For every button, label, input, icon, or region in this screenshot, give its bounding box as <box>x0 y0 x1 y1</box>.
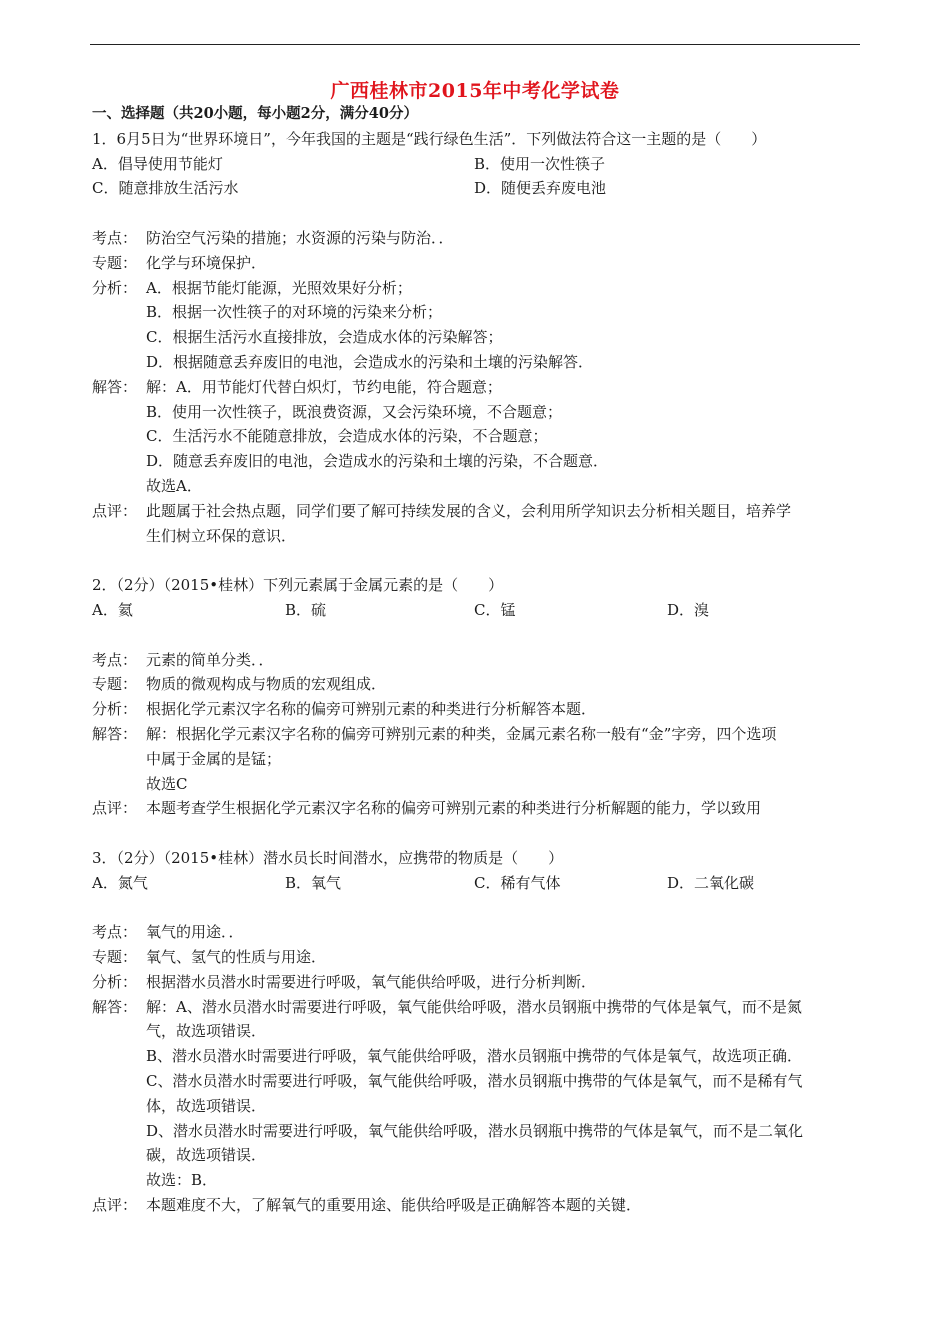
header-rule <box>90 44 860 45</box>
q1-zhuanti <box>92 251 862 276</box>
q1-jieda-line: D．随意丢弃废旧的电池，会造成水的污染和土壤的污染，不合题意． <box>146 452 609 471</box>
q2-option-b: B．硫 <box>285 600 327 619</box>
q1-options-row-2 <box>92 176 862 201</box>
q3-dianping <box>92 1193 862 1218</box>
q2-kaodian-text: 元素的简单分类．． <box>146 650 274 669</box>
q1-fenxi-line: D．根据随意丢弃废旧的电池，会造成水的污染和土壤的污染解答． <box>146 352 594 371</box>
q3-fenxi-text: 根据潜水员潜水时需要进行呼吸，氧气能供给呼吸，进行分析判断． <box>146 972 597 991</box>
jieda-label: 解答： <box>92 997 138 1016</box>
q1-option-a: A．倡导使用节能灯 <box>92 154 223 173</box>
q1-option-c: C．随意排放生活污水 <box>92 179 239 198</box>
q1-jieda-line: B．使用一次性筷子，既浪费资源，又会污染环境，不合题意； <box>146 402 563 421</box>
q3-option-a: A．氮气 <box>92 873 148 892</box>
q2-options-row <box>92 598 862 623</box>
section-heading: 一、选择题（共20小题，每小题2分，满分40分） <box>92 105 418 122</box>
q2-kaodian <box>92 648 862 673</box>
q1-jieda-line: 解：A．用节能灯代替白炽灯，节约电能，符合题意； <box>146 377 502 396</box>
q3-jieda-line: B、潜水员潜水时需要进行呼吸，氧气能供给呼吸，潜水员钢瓶中携带的气体是氧气，故选项正确． <box>146 1047 803 1066</box>
q2-fenxi <box>92 697 862 722</box>
q3-jieda-line: D、潜水员潜水时需要进行呼吸，氧气能供给呼吸，潜水员钢瓶中携带的气体是氧气，而不是二氧化 <box>146 1121 804 1140</box>
q2-jieda-line: 故选C <box>146 774 188 793</box>
q1-kaodian-text: 防治空气污染的措施；水资源的污染与防治．． <box>146 228 454 247</box>
q2-stem: 2．（2分）（2015•桂林）下列元素属于金属元素的是（ ） <box>92 576 504 595</box>
q3-jieda-line: 体，故选项错误． <box>146 1096 267 1115</box>
q2-jieda <box>92 722 862 747</box>
dianping-label: 点评： <box>92 799 138 818</box>
zhuanti-label: 专题： <box>92 253 138 272</box>
q1-fenxi-line: C．根据生活污水直接排放，会造成水体的污染解答； <box>146 328 503 347</box>
fenxi-label: 分析： <box>92 972 138 991</box>
q2-option-d: D．溴 <box>667 600 710 619</box>
q1-options-row-1 <box>92 152 862 177</box>
q3-option-b: B．氧气 <box>285 873 342 892</box>
q2-jieda-line: 中属于金属的是锰； <box>146 749 282 768</box>
q1-fenxi-line: A．根据节能灯能源，光照效果好分析； <box>146 278 412 297</box>
q1-jieda-line: 故选A． <box>146 476 202 495</box>
q1-jieda <box>92 375 862 400</box>
q3-jieda-line: 气，故选项错误． <box>146 1022 267 1041</box>
exam-content <box>92 102 862 1218</box>
q3-jieda-line: 解：A、潜水员潜水时需要进行呼吸，氧气能供给呼吸，潜水员钢瓶中携带的气体是氧气，而不是氮 <box>146 997 802 1016</box>
q2-zhuanti <box>92 672 862 697</box>
dianping-label: 点评： <box>92 501 138 520</box>
q2-option-a: A．氦 <box>92 600 133 619</box>
fenxi-label: 分析： <box>92 278 138 297</box>
q3-options-row <box>92 871 862 896</box>
q3-kaodian <box>92 920 862 945</box>
q1-fenxi <box>92 276 862 301</box>
q2-zhuanti-text: 物质的微观构成与物质的宏观组成． <box>146 675 387 694</box>
q3-jieda <box>92 995 862 1020</box>
q3-option-c: C．稀有气体 <box>474 873 561 892</box>
q1-option-d: D．随便丢弃废电池 <box>474 179 607 198</box>
fenxi-label: 分析： <box>92 700 138 719</box>
jieda-label: 解答： <box>92 377 138 396</box>
q1-stem: 1．6月5日为“世界环境日”，今年我国的主题是“践行绿色生活”．下列做法符合这一主题的是（ ） <box>92 129 767 148</box>
q3-stem: 3．（2分）（2015•桂林）潜水员长时间潜水，应携带的物质是（ ） <box>92 848 564 867</box>
kaodian-label: 考点： <box>92 923 138 942</box>
jieda-label: 解答： <box>92 724 138 743</box>
q3-zhuanti-text: 氧气、氢气的性质与用途． <box>146 948 327 967</box>
q1-dianping-line: 生们树立环保的意识． <box>146 526 297 545</box>
q1-kaodian <box>92 226 862 251</box>
q1-jieda-line: C．生活污水不能随意排放，会造成水体的污染，不合题意； <box>146 427 548 446</box>
kaodian-label: 考点： <box>92 650 138 669</box>
q3-zhuanti <box>92 945 862 970</box>
q3-fenxi <box>92 970 862 995</box>
q3-jieda-line: 故选：B． <box>146 1171 218 1190</box>
zhuanti-label: 专题： <box>92 675 138 694</box>
zhuanti-label: 专题： <box>92 948 138 967</box>
q1-dianping-line: 此题属于社会热点题，同学们要了解可持续发展的含义，会利用所学知识去分析相关题目，培养学 <box>146 501 792 520</box>
q3-jieda-line: 碳，故选项错误． <box>146 1146 267 1165</box>
exam-title: 广西桂林市2015年中考化学试卷 <box>330 80 620 102</box>
q2-fenxi-text: 根据化学元素汉字名称的偏旁可辨别元素的种类进行分析解答本题． <box>146 700 597 719</box>
q1-fenxi-line: B．根据一次性筷子的对环境的污染来分析； <box>146 303 443 322</box>
q3-option-d: D．二氧化碳 <box>667 873 755 892</box>
q2-jieda-line: 解：根据化学元素汉字名称的偏旁可辨别元素的种类，金属元素名称一般有“金”字旁，四个选项 <box>146 724 777 743</box>
q1-dianping <box>92 499 862 524</box>
q2-dianping <box>92 796 862 821</box>
kaodian-label: 考点： <box>92 228 138 247</box>
q3-dianping-text: 本题难度不大，了解氧气的重要用途、能供给呼吸是正确解答本题的关键． <box>146 1196 642 1215</box>
q3-kaodian-text: 氧气的用途．． <box>146 923 244 942</box>
q3-jieda-line: C、潜水员潜水时需要进行呼吸，氧气能供给呼吸，潜水员钢瓶中携带的气体是氧气，而不是稀有气 <box>146 1072 803 1091</box>
q1-zhuanti-text: 化学与环境保护． <box>146 253 267 272</box>
q2-dianping-text: 本题考查学生根据化学元素汉字名称的偏旁可辨别元素的种类进行分析解题的能力，学以致用 <box>146 799 762 818</box>
q2-option-c: C．锰 <box>474 600 516 619</box>
q1-option-b: B．使用一次性筷子 <box>474 154 606 173</box>
dianping-label: 点评： <box>92 1196 138 1215</box>
